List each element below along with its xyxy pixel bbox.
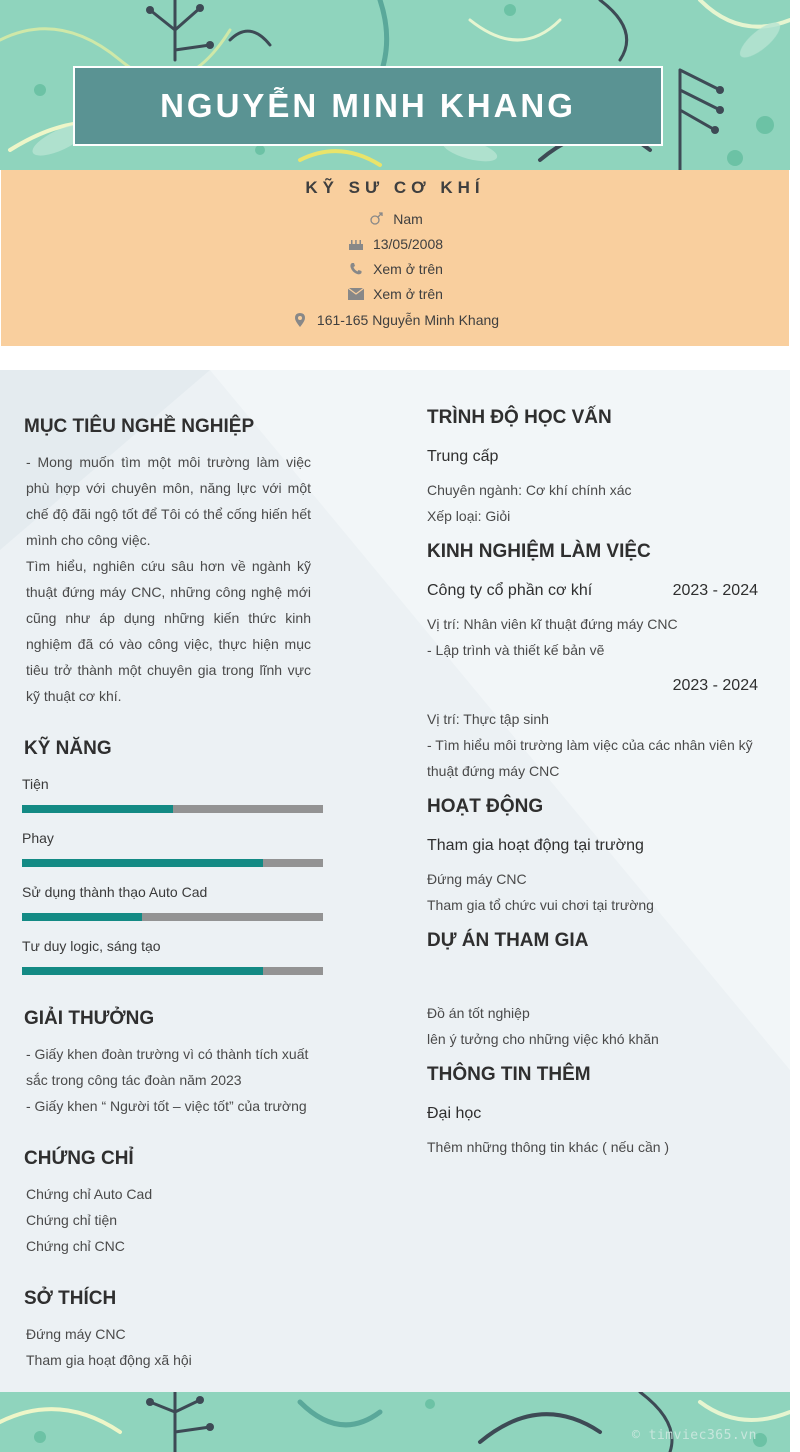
phone-icon [347,262,365,276]
objective-text [26,449,311,709]
job-line: thuật đứng máy CNC [427,763,560,779]
objective-line: chế độ đãi ngộ tốt để Tôi có thể cống hiến hết [26,506,311,522]
floral-footer-banner [0,1392,790,1452]
education-title: TRÌNH ĐỘ HỌC VẤN [427,407,612,428]
birthday-cake-icon [347,237,365,251]
activity-name: Tham gia hoạt động tại trường [427,837,644,854]
awards-text [26,1041,326,1119]
job-company: Công ty cổ phần cơ khí [427,582,593,599]
job-line: Vị trí: Nhân viên kĩ thuật đứng máy CNC [427,616,678,632]
project-line: lên ý tưởng cho những việc khó khăn [427,1031,659,1047]
education-line: Xếp loại: Giỏi [427,508,511,524]
awards-title: GIẢI THƯỞNG [24,1008,155,1029]
contact-phone [0,261,790,277]
objective-line: tiêu trở thành một chuyên gia trong lĩnh vực [26,662,311,678]
objective-line: - Mong muốn tìm một môi trường làm việc [26,454,311,470]
candidate-name: NGUYỄN MINH KHANG [160,87,576,124]
job-details [427,706,772,784]
job-details [427,611,772,663]
job-line: - Lập trình và thiết kế bản vẽ [427,642,605,658]
skill-bar-fill [22,805,173,813]
email-text: Xem ở trên [373,286,443,302]
certificate-item: Chứng chỉ tiện [26,1212,118,1228]
extra-info-name: Đại học [427,1105,482,1122]
objective-line: cũng như áp dụng những kiến thức kinh [26,610,311,626]
certificate-item: Chứng chỉ Auto Cad [26,1186,153,1202]
extra-info-line: Thêm những thông tin khác ( nếu cần ) [427,1139,670,1155]
hobby-item: Đứng máy CNC [26,1326,126,1342]
watermark: © timviec365.vn [632,1428,757,1443]
experience-title: KINH NGHIỆM LÀM VIỆC [427,541,651,562]
objective-line: thuật đứng máy CNC, những công nghệ mới [26,584,311,600]
contact-address [0,312,790,328]
gender-text: Nam [393,211,423,227]
skill-label: Tiện [22,776,49,792]
skills-title: KỸ NĂNG [24,738,112,759]
activities-title: HOẠT ĐỘNG [427,796,544,817]
hobbies-title: SỞ THÍCH [24,1288,117,1309]
extra-info-title: THÔNG TIN THÊM [427,1064,591,1085]
name-banner [73,66,663,146]
activity-details [427,866,772,918]
skill-label: Sử dụng thành thạo Auto Cad [22,884,208,900]
map-pin-icon [291,313,309,327]
activity-line: Tham gia tổ chức vui chơi tại trường [427,897,654,913]
skill-label: Phay [22,830,54,846]
contact-gender [0,211,790,227]
education-school: Trung cấp [427,448,499,465]
hobby-item: Tham gia hoạt động xã hội [26,1352,192,1368]
project-line: Đồ án tốt nghiệp [427,1005,530,1021]
phone-text: Xem ở trên [373,261,443,277]
objective-line: phù hợp với chuyên môn, năng lực với một [26,480,311,496]
award-line: - Giấy khen đoàn trường vì có thành tích xuất [26,1046,309,1062]
extra-info-details [427,1134,772,1160]
job-title: KỸ SƯ CƠ KHÍ [305,178,485,197]
skill-bar [22,967,323,975]
contact-email [0,286,790,302]
job-period: 2023 - 2024 [672,582,758,599]
skill-bar [22,913,323,921]
job-line: Vị trí: Thực tập sinh [427,711,549,727]
objective-title: MỤC TIÊU NGHỀ NGHIỆP [24,416,255,437]
award-line: - Giấy khen “ Người tốt – việc tốt” của trường [26,1098,307,1114]
contact-birthday [0,236,790,252]
award-line: sắc trong công tác đoàn năm 2023 [26,1072,242,1088]
hobbies-list [26,1321,326,1373]
skill-bar-fill [22,913,142,921]
certificates-title: CHỨNG CHỈ [24,1148,134,1169]
birthday-text: 13/05/2008 [372,236,444,252]
objective-line: nghiệm đã có vào công việc, thực hiện mục [26,636,311,652]
gender-icon [367,212,385,226]
objective-line: mình cho công việc. [26,532,151,548]
address-text: 161-165 Nguyễn Minh Khang [316,312,500,328]
certificate-item: Chứng chỉ CNC [26,1238,125,1254]
job-line: - Tìm hiểu môi trường làm việc của các nhân viên kỹ [427,737,753,753]
envelope-icon [347,287,365,301]
objective-line: kỹ thuật cơ khí. [26,688,122,704]
skill-bar-fill [22,859,263,867]
skill-label: Tư duy logic, sáng tạo [22,938,161,954]
projects-title: DỰ ÁN THAM GIA [427,930,589,951]
education-line: Chuyên ngành: Cơ khí chính xác [427,482,632,498]
skill-bar [22,805,323,813]
skill-bar-fill [22,967,263,975]
education-details [427,477,767,529]
skill-bar [22,859,323,867]
project-details [427,1000,772,1052]
job-period: 2023 - 2024 [672,677,758,694]
objective-line: Tìm hiểu, nghiên cứu sâu hơn về ngành kỹ [26,558,311,574]
activity-line: Đứng máy CNC [427,871,527,887]
certificates-list [26,1181,326,1259]
